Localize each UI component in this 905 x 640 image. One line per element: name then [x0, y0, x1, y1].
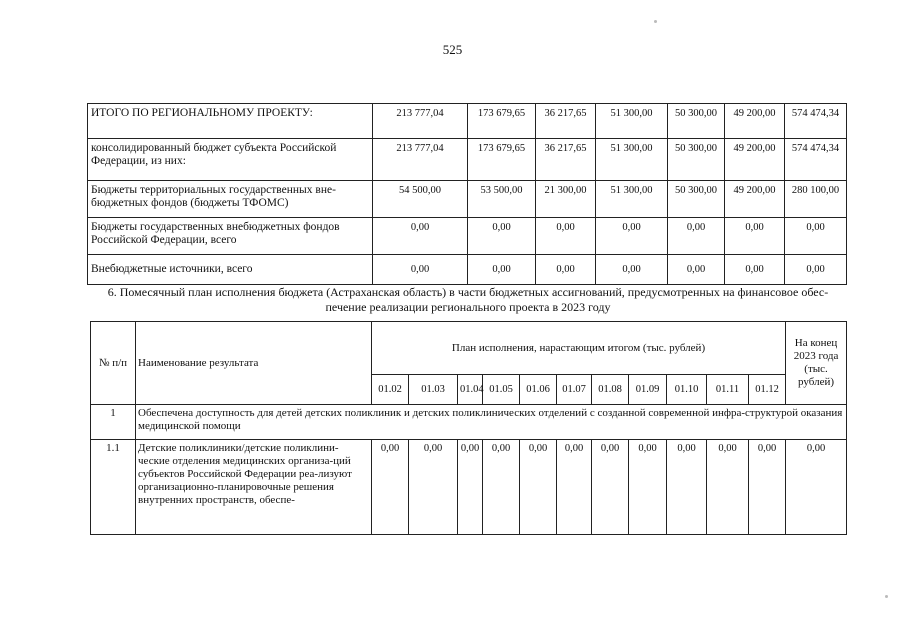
- month-value: 0,00: [667, 440, 707, 535]
- row-label: Внебюджетные источники, всего: [88, 255, 373, 285]
- value-cell: 21 300,00: [536, 181, 596, 218]
- value-cell: 0,00: [468, 218, 536, 255]
- month-header: 01.04: [458, 375, 483, 405]
- month-header: 01.10: [667, 375, 707, 405]
- value-cell: 0,00: [725, 218, 785, 255]
- value-cell: 36 217,65: [536, 139, 596, 181]
- month-value: 0,00: [592, 440, 629, 535]
- value-cell: 0,00: [596, 218, 668, 255]
- value-cell: 213 777,04: [373, 139, 468, 181]
- value-cell: 280 100,00: [785, 181, 847, 218]
- month-header: 01.03: [409, 375, 458, 405]
- plan-row-1-1: [91, 440, 847, 535]
- value-cell: 173 679,65: [468, 104, 536, 139]
- month-value: 0,00: [629, 440, 667, 535]
- value-cell: 54 500,00: [373, 181, 468, 218]
- result-description: Обеспечена доступность для детей детских поликлиник и детских поликлинических отделений с созданной современной инфра-структурой оказания медицинской помощи: [136, 405, 847, 440]
- col-header-num: № п/п: [91, 322, 136, 405]
- month-value: 0,00: [458, 440, 483, 535]
- plan-row-1: [91, 405, 847, 440]
- result-name: Детские поликлиники/детские поликлини-ческие отделения медицинских организа-ций субъектов Российской Федерации реа-лизуют организационно-планировочные решения внутренних пространств, обеспе-: [136, 440, 372, 535]
- value-cell: 574 474,34: [785, 104, 847, 139]
- month-header: 01.02: [372, 375, 409, 405]
- value-cell: 51 300,00: [596, 181, 668, 218]
- scan-speck: [654, 20, 657, 23]
- budget-row-consolidated: [88, 139, 847, 181]
- row-label: Бюджеты государственных внебюджетных фондов Российской Федерации, всего: [88, 218, 373, 255]
- value-cell: 0,00: [596, 255, 668, 285]
- value-cell: 49 200,00: [725, 104, 785, 139]
- value-cell: 49 200,00: [725, 139, 785, 181]
- budget-row-extrabudgetary: [88, 255, 847, 285]
- row-number: 1: [91, 405, 136, 440]
- value-cell: 50 300,00: [668, 139, 725, 181]
- month-value: 0,00: [707, 440, 749, 535]
- month-header: 01.09: [629, 375, 667, 405]
- year-end-value: 0,00: [786, 440, 847, 535]
- value-cell: 51 300,00: [596, 104, 668, 139]
- row-label: консолидированный бюджет субъекта Российской Федерации, из них:: [88, 139, 373, 181]
- month-value: 0,00: [483, 440, 520, 535]
- month-header: 01.05: [483, 375, 520, 405]
- value-cell: 0,00: [536, 218, 596, 255]
- value-cell: 36 217,65: [536, 104, 596, 139]
- month-value: 0,00: [372, 440, 409, 535]
- budget-row-tfoms: [88, 181, 847, 218]
- page-number: 525: [442, 42, 463, 57]
- value-cell: 0,00: [468, 255, 536, 285]
- value-cell: 0,00: [373, 218, 468, 255]
- budget-table: [87, 103, 847, 285]
- col-header-year-end: На конец 2023 года (тыс. рублей): [786, 322, 847, 405]
- value-cell: 0,00: [373, 255, 468, 285]
- value-cell: 53 500,00: [468, 181, 536, 218]
- month-header: 01.11: [707, 375, 749, 405]
- month-header: 01.07: [557, 375, 592, 405]
- section-heading: 6. Помесячный план исполнения бюджета (Астраханская область) в части бюджетных ассигнований, предусмотренных на финансовое обес-печение реализации регионального проекта в 2023 году: [107, 285, 829, 314]
- row-label: ИТОГО ПО РЕГИОНАЛЬНОМУ ПРОЕКТУ:: [88, 104, 373, 139]
- row-label: Бюджеты территориальных государственных вне-бюджетных фондов (бюджеты ТФОМС): [88, 181, 373, 218]
- col-header-plan: План исполнения, нарастающим итогом (тыс. рублей): [372, 322, 786, 375]
- month-value: 0,00: [749, 440, 786, 535]
- value-cell: 0,00: [536, 255, 596, 285]
- scan-speck: [885, 595, 888, 598]
- plan-table: [90, 321, 847, 535]
- value-cell: 213 777,04: [373, 104, 468, 139]
- value-cell: 51 300,00: [596, 139, 668, 181]
- value-cell: 49 200,00: [725, 181, 785, 218]
- month-value: 0,00: [557, 440, 592, 535]
- budget-row-total: [88, 104, 847, 139]
- plan-header-row: [91, 322, 847, 375]
- value-cell: 0,00: [668, 255, 725, 285]
- row-number: 1.1: [91, 440, 136, 535]
- month-value: 0,00: [520, 440, 557, 535]
- value-cell: 173 679,65: [468, 139, 536, 181]
- budget-row-federal-funds: [88, 218, 847, 255]
- month-header: 01.12: [749, 375, 786, 405]
- col-header-name: Наименование результата: [136, 322, 372, 405]
- value-cell: 0,00: [785, 255, 847, 285]
- value-cell: 0,00: [668, 218, 725, 255]
- value-cell: 50 300,00: [668, 181, 725, 218]
- value-cell: 0,00: [725, 255, 785, 285]
- month-header: 01.08: [592, 375, 629, 405]
- value-cell: 574 474,34: [785, 139, 847, 181]
- month-header: 01.06: [520, 375, 557, 405]
- month-value: 0,00: [409, 440, 458, 535]
- value-cell: 0,00: [785, 218, 847, 255]
- value-cell: 50 300,00: [668, 104, 725, 139]
